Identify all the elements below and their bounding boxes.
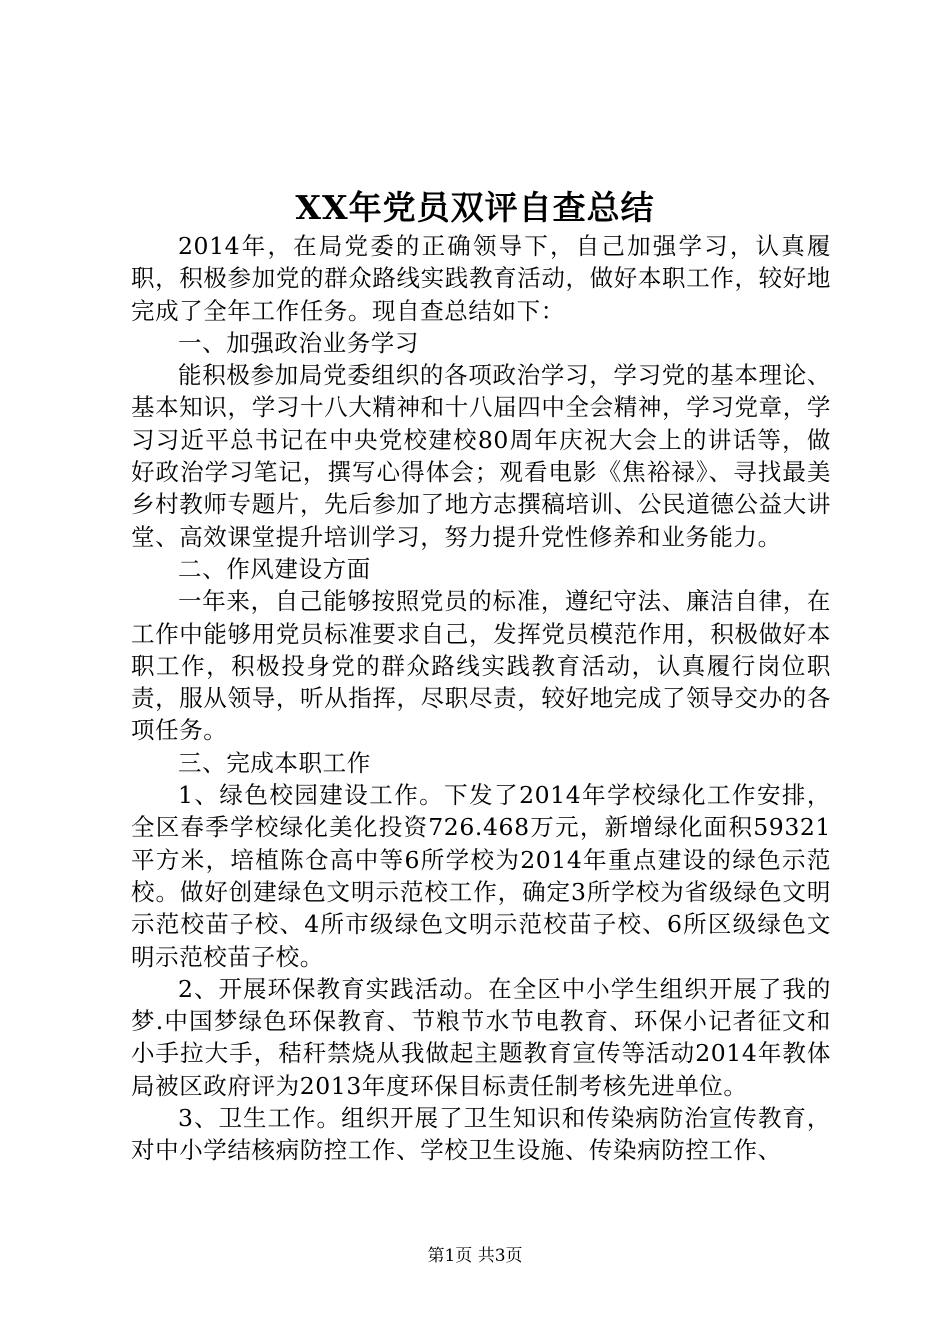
section-2-paragraph: 一年来，自己能够按照党员的标准，遵纪守法、廉洁自律，在工作中能够用党员标准要求自己，发挥党员模范作用，积极做好本职工作，积极投身党的群众路线实践教育活动，认真履行岗位职责，服从领导，听从指挥，尽职尽责，较好地完成了领导交办的各项任务。 bbox=[131, 587, 831, 745]
section-3-item-1: 1、绿色校园建设工作。下发了2014年学校绿化工作安排，全区春季学校绿化美化投资726.468万元，新增绿化面积59321平方米，培植陈仓高中等6所学校为2014年重点建设的绿色示范校。做好创建绿色文明示范校工作，确定3所学校为省级绿色文明示范校苗子校、4所市级绿色文明示范校苗子校、6所区级绿色文明示范校苗子校。 bbox=[131, 781, 831, 971]
section-3-item-2: 2、开展环保教育实践活动。在全区中小学生组织开展了我的梦.中国梦绿色环保教育、节粮节水节电教育、环保小记者征文和小手拉大手，秸秆禁烧从我做起主题教育宣传等活动2014年教体局被区政府评为2013年度环保目标责任制考核先进单位。 bbox=[131, 974, 831, 1100]
section-heading-1: 一、加强政治业务学习 bbox=[178, 328, 419, 357]
section-heading-3: 三、完成本职工作 bbox=[178, 748, 371, 777]
document-body bbox=[131, 230, 831, 1167]
document-title: XX年党员双评自查总结 bbox=[295, 188, 655, 227]
intro-paragraph: 2014年，在局党委的正确领导下，自己加强学习，认真履职，积极参加党的群众路线实践教育活动，做好本职工作，较好地完成了全年工作任务。现自查总结如下： bbox=[131, 232, 831, 325]
section-3-item-3: 3、卫生工作。组织开展了卫生知识和传染病防治宣传教育，对中小学结核病防控工作、学校卫生设施、传染病防控工作、 bbox=[131, 1104, 831, 1165]
section-heading-2: 二、作风建设方面 bbox=[178, 554, 371, 583]
page-number-footer: 第1页 共3页 bbox=[427, 1246, 523, 1266]
section-1-paragraph: 能积极参加局党委组织的各项政治学习，学习党的基本理论、基本知识，学习十八大精神和十八届四中全会精神，学习党章，学习习近平总书记在中央党校建校80周年庆祝大会上的讲话等，做好政治学习笔记，撰写心得体会；观看电影《焦裕禄》、寻找最美乡村教师专题片，先后参加了地方志撰稿培训、公民道德公益大讲堂、高效课堂提升培训学习，努力提升党性修养和业务能力。 bbox=[131, 361, 831, 551]
